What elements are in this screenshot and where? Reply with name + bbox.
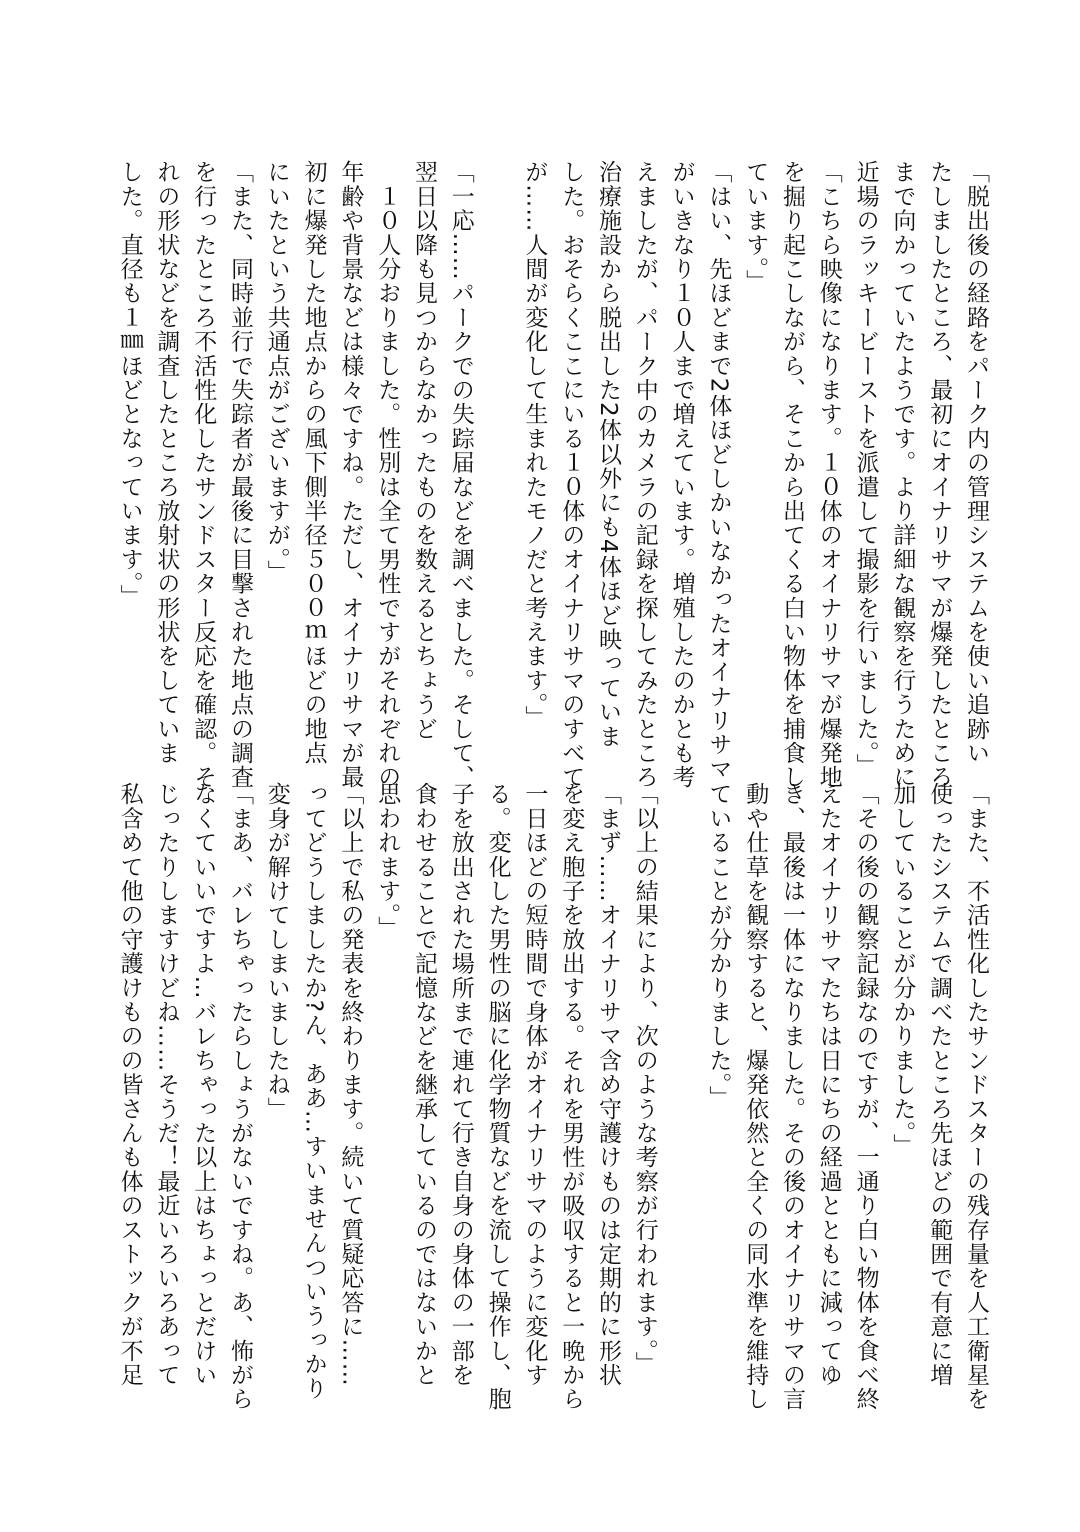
text-column: 「以上の結果により、次のような考察が行われます。」 (631, 782, 658, 1376)
text-column: 使ったシステムで調べたところ先ほどの範囲で有意に増 (926, 782, 953, 1387)
upper-text-block (0, 160, 1080, 790)
text-column: した。直径も１㎜ほどとなっています。」 (116, 160, 143, 609)
text-column: を掘り起こしながら、そこから出てくる白い物体を捕食し (779, 160, 805, 790)
text-column: 加していることが分かりました。」 (889, 782, 916, 1158)
text-column: 「また、同時並行で失踪者が最後に目撃された地点の調査 (227, 160, 253, 790)
text-column: 翌日以降も見つからなかったものを数えるとちょうど (411, 160, 437, 741)
text-column: した。おそらくここにいる１０体のオイナリサマのすべて (558, 160, 585, 790)
text-column: を変え胞子を放出する。それを男性が吸収すると一晩から (558, 782, 585, 1412)
text-column: 変身が解けてしまいましたね」 (263, 782, 290, 1121)
text-column: 年齢や背景などは様々ですね。ただし、オイナリサマが最 (337, 160, 364, 790)
text-column: ていることが分かりました。」 (705, 782, 732, 1110)
text-column: えたオイナリサマたちは日にちの経過とともに減ってゆ (815, 782, 842, 1387)
text-column: 「脱出後の経路をパーク内の管理システムを使い追跡い (963, 160, 989, 765)
text-column: る。変化した男性の脳に化学物質などを流して操作し、胞 (484, 782, 511, 1412)
text-column: 初に爆発した地点からの風下側半径５００ｍほどの地点 (300, 160, 327, 765)
text-column: 「その後の観察記録なのですが、一通り白い物体を食べ終 (852, 782, 879, 1412)
text-column: 子を放出された場所まで連れて行き自身の身体の一部を (447, 782, 474, 1387)
text-column: 思われます。」 (374, 782, 401, 940)
text-column: 「まあ、バレちゃったらしょうがないですね。あ、怖がら (227, 782, 253, 1412)
text-column: たしましたところ、最初にオイナリサマが爆発したところ (926, 160, 953, 790)
text-column: 動や仕草を観察すると、爆発依然と全くの同水準を維持し (742, 782, 769, 1412)
text-column: １０人分おりました。性別は全て男性ですがそれぞれの (374, 160, 401, 790)
text-column: が……人間が変化して生まれたモノだと考えます。」 (521, 160, 548, 730)
text-column: 近場のラッキービーストを派遣して撮影を行いました。」 (852, 160, 879, 778)
text-column: にいたという共通点がございますが。」 (263, 160, 290, 585)
text-column: なくていいですよ…バレちゃった以上はちょっとだけい (190, 782, 217, 1387)
text-column: 「まず……オイナリサマ含め守護けものは定期的に形状 (595, 782, 621, 1387)
text-column: えましたが、パーク中のカメラの記録を探してみたところ (631, 160, 658, 790)
text-column: れの形状などを調査したところ放射状の形状をしていま (153, 160, 180, 765)
text-column: 私含めて他の守護けものの皆さんも体のストックが不足 (116, 782, 143, 1387)
text-column: ってどうしましたか?ん、ああ…すいませんついうっかり (300, 782, 327, 1401)
text-column: 「また、不活性化したサンドスターの残存量を人工衛星を (963, 782, 989, 1412)
text-column: 「はい、先ほどまで2体ほどしかいなかったオイナリサマ (705, 160, 732, 781)
text-column: き、最後は一体になりました。その後のオイナリサマの言 (779, 782, 805, 1412)
text-column: 「以上で私の発表を終わります。続いて質疑応答に…… (337, 782, 364, 1387)
text-column: を行ったところ不活性化したサンドスター反応を確認。そ (190, 160, 217, 790)
text-column: 食わせることで記憶などを継承しているのではないかと (411, 782, 437, 1387)
text-column: 一日ほどの短時間で身体がオイナリサマのように変化す (521, 782, 548, 1387)
text-column: 治療施設から脱出した2体以外にも4体ほど映っていま (595, 160, 621, 749)
lower-text-block (0, 782, 1080, 1442)
text-column: 「こちら映像になります。１０体のオイナリサマが爆発地 (815, 160, 842, 790)
text-column: まで向かっていたようです。より詳細な観察を行うために (889, 160, 916, 790)
text-column: ています。」 (742, 160, 769, 294)
text-column: じったりしますけどね……そうだ！最近いろいろあって (153, 782, 180, 1387)
text-column: 「一応……パークでの失踪届などを調べました。そして、 (447, 160, 474, 790)
text-column: がいきなり１０人まで増えています。増殖したのかとも考 (668, 160, 695, 790)
